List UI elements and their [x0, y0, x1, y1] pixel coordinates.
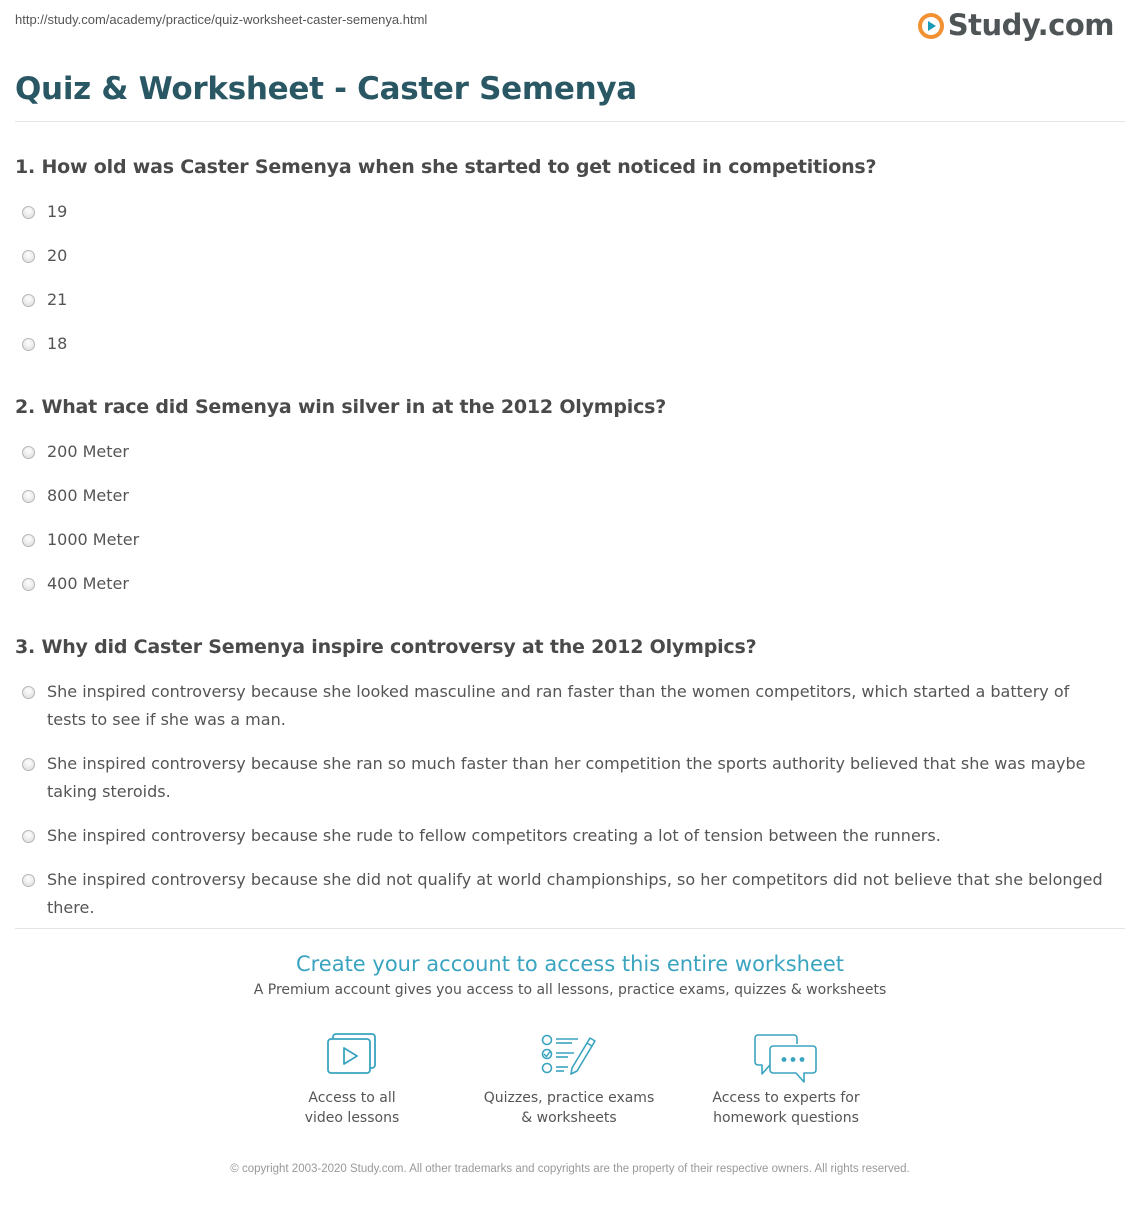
question-2: 2. What race did Semenya win silver in at the 2012 Olympics?: [15, 396, 667, 418]
feature-label: video lessons: [304, 1110, 400, 1126]
cta-title[interactable]: Create your account to access this entire worksheet: [295, 952, 845, 976]
quizzes-checklist-icon: [540, 1032, 598, 1078]
divider: [15, 928, 1125, 929]
page-title: Quiz & Worksheet - Caster Semenya: [15, 71, 637, 107]
feature-label: & worksheets: [521, 1110, 617, 1126]
study-logo[interactable]: [918, 8, 1114, 42]
radio-button[interactable]: [22, 686, 35, 699]
answer-label: 21: [47, 290, 68, 309]
answer-option[interactable]: [22, 755, 1107, 806]
radio-button[interactable]: [22, 534, 35, 547]
answer-label: She inspired controversy because she looked masculine and ran faster than the women competitors, which started a battery of tests to see if she was a man.: [47, 682, 1070, 729]
logo-text: Study.com: [947, 8, 1114, 42]
play-logo-icon: [918, 13, 944, 39]
feature-label: Access to all: [308, 1090, 396, 1106]
answer-label: 19: [47, 202, 68, 221]
answer-option[interactable]: [22, 335, 1107, 358]
answer-option[interactable]: [22, 575, 1107, 598]
answer-label: 18: [47, 334, 68, 353]
feature-label: Access to experts for: [712, 1090, 860, 1106]
cta-subtitle: A Premium account gives you access to all lessons, practice exams, quizzes & worksheets: [253, 982, 887, 998]
page-url: http://study.com/academy/practice/quiz-worksheet-caster-semenya.html: [15, 12, 428, 27]
radio-button[interactable]: [22, 250, 35, 263]
answer-option[interactable]: [22, 247, 1107, 270]
answer-label: 20: [47, 246, 68, 265]
radio-button[interactable]: [22, 294, 35, 307]
radio-button[interactable]: [22, 874, 35, 887]
divider: [15, 121, 1125, 122]
answer-label: 200 Meter: [47, 442, 129, 461]
answer-option[interactable]: [22, 531, 1107, 554]
answer-label: She inspired controversy because she did not qualify at world championships, so her competitors did not believe that she belonged there.: [47, 870, 1103, 917]
feature-label: homework questions: [713, 1110, 859, 1126]
radio-button[interactable]: [22, 338, 35, 351]
feature-experts: [686, 1032, 886, 1128]
radio-button[interactable]: [22, 758, 35, 771]
answer-option[interactable]: [22, 203, 1107, 226]
answer-option[interactable]: [22, 443, 1107, 466]
answer-option[interactable]: [22, 871, 1107, 922]
answer-option[interactable]: [22, 487, 1107, 510]
answer-option[interactable]: [22, 683, 1107, 734]
answer-label: She inspired controversy because she rude to fellow competitors creating a lot of tension between the runners.: [47, 826, 941, 845]
radio-button[interactable]: [22, 490, 35, 503]
feature-quizzes: [469, 1032, 669, 1128]
video-lessons-icon: [325, 1032, 379, 1078]
expert-chat-icon: [754, 1032, 818, 1084]
feature-video-lessons: [252, 1032, 452, 1128]
header-bar: [0, 0, 1140, 50]
radio-button[interactable]: [22, 830, 35, 843]
answer-label: 1000 Meter: [47, 530, 140, 549]
answer-option[interactable]: [22, 827, 1107, 850]
answer-label: 400 Meter: [47, 574, 129, 593]
answer-option[interactable]: [22, 291, 1107, 314]
question-3: 3. Why did Caster Semenya inspire controversy at the 2012 Olympics?: [15, 636, 757, 658]
radio-button[interactable]: [22, 446, 35, 459]
radio-button[interactable]: [22, 578, 35, 591]
question-1: 1. How old was Caster Semenya when she started to get noticed in competitions?: [15, 156, 877, 178]
answer-label: 800 Meter: [47, 486, 129, 505]
footer-copyright: © copyright 2003-2020 Study.com. All other trademarks and copyrights are the property of their respective owners. All rights reserved.: [230, 1163, 910, 1175]
feature-label: Quizzes, practice exams: [483, 1090, 655, 1106]
radio-button[interactable]: [22, 206, 35, 219]
answer-label: She inspired controversy because she ran so much faster than her competition the sports authority believed that she was maybe taking steroids.: [47, 754, 1086, 801]
